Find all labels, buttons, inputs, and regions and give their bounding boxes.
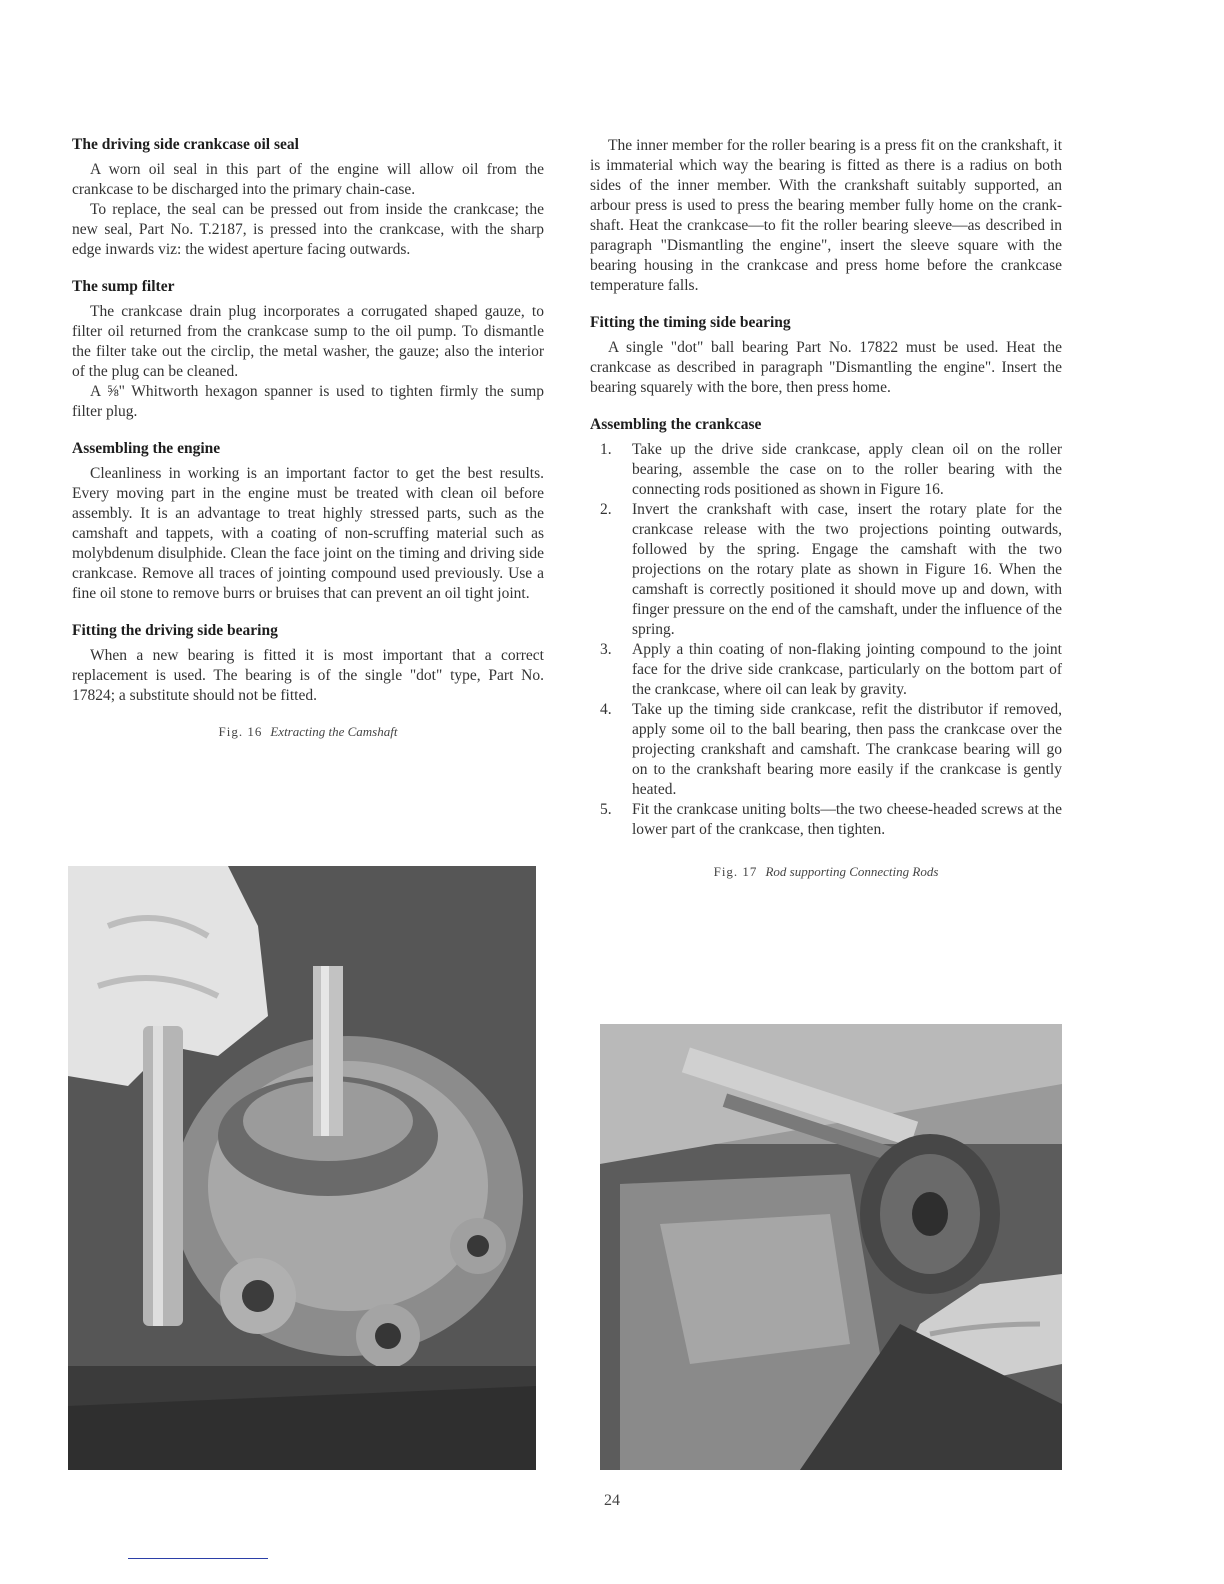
- section-oil-seal: [72, 136, 544, 260]
- paragraph: The crankcase drain plug incorporates a corrugated shaped gauze, to filter oil returned from the crankcase sump to the oil pump. To dismantle the filter take out the circlip, the metal washer, the gauze; also the interior of the plug can be cleaned.: [72, 303, 544, 380]
- figure-16-caption: [72, 724, 544, 740]
- figure-label: Fig. 17: [713, 864, 758, 879]
- list-item-text: Take up the timing side crankcase, refit the distributor if removed, apply some oil to the ball bearing, then pass the crankcase over the projecting crankshaft and camshaft. The crankcase bearing will go on to the crankshaft bearing more easily if the crankcase is gently heated.: [632, 701, 1062, 798]
- list-item-number: 4.: [600, 701, 612, 718]
- left-column: [72, 136, 544, 758]
- footer-rule: [128, 1558, 268, 1559]
- list-item: [590, 500, 1062, 640]
- section-heading: The sump filter: [72, 278, 175, 295]
- section-roller-bearing: [590, 136, 1062, 296]
- list-item-number: 1.: [600, 441, 612, 458]
- section-timing-side-bearing: [590, 314, 1062, 398]
- list-item: [590, 700, 1062, 800]
- list-item-text: Apply a thin coating of non-flaking jointing compound to the joint face for the drive side crankcase, particularly on the bottom part of the crankcase, where oil can leak by gravity.: [632, 641, 1062, 698]
- list-item-text: Invert the crankshaft with case, insert the rotary plate for the crankcase release with the two projections pointing outwards, followed by the spring. Engage the camshaft with the two projections on the rotary plate as shown in Figure 16. When the camshaft is correctly positioned it should move up and down, with finger pressure on the end of the camshaft, under the influence of the spring.: [632, 501, 1062, 638]
- figure-title: Extracting the Camshaft: [270, 724, 398, 739]
- section-heading: Fitting the timing side bearing: [590, 314, 791, 331]
- paragraph: A ⅝" Whitworth hexagon spanner is used to tighten firmly the sump filter plug.: [72, 383, 544, 420]
- section-heading: Fitting the driving side bearing: [72, 622, 278, 639]
- section-heading: Assembling the crankcase: [590, 416, 762, 433]
- section-sump-filter: [72, 278, 544, 422]
- list-item: [590, 800, 1062, 840]
- list-item-text: Fit the crankcase uniting bolts—the two cheese-headed screws at the lower part of the crankcase, then tighten.: [632, 801, 1062, 838]
- section-heading: The driving side crankcase oil seal: [72, 136, 299, 153]
- assembly-steps-list: [590, 440, 1062, 840]
- paragraph: A single "dot" ball bearing Part No. 17822 must be used. Heat the crankcase as described in paragraph "Dismantling the engine". Insert the bearing squarely with the bore, then press home.: [590, 339, 1062, 396]
- list-item-number: 5.: [600, 801, 612, 818]
- list-item-number: 3.: [600, 641, 612, 658]
- section-assembling-crankcase: [590, 416, 1062, 840]
- right-column: [590, 136, 1062, 898]
- section-assembling-engine: [72, 440, 544, 604]
- paragraph: A worn oil seal in this part of the engine will allow oil from the crankcase to be discharged into the primary chain-case.: [72, 161, 544, 198]
- figure-label: Fig. 16: [218, 724, 263, 739]
- page-number: 24: [604, 1492, 620, 1509]
- section-driving-side-bearing: [72, 622, 544, 706]
- figure-16-photo: [68, 866, 536, 1470]
- section-heading: Assembling the engine: [72, 440, 221, 457]
- paragraph: When a new bearing is fitted it is most important that a correct replacement is used. The bearing is of the single "dot" type, Part No. 17824; a substitute should not be fitted.: [72, 647, 544, 704]
- list-item-number: 2.: [600, 501, 612, 518]
- list-item: [590, 440, 1062, 500]
- figure-17-caption: [590, 864, 1062, 880]
- figure-17-photo: [600, 1024, 1062, 1470]
- list-item-text: Take up the drive side crankcase, apply clean oil on the roller bearing, assemble the case on to the roller bearing with the connecting rods positioned as shown in Figure 16.: [632, 441, 1062, 498]
- paragraph: To replace, the seal can be pressed out from inside the crankcase; the new seal, Part No. T.2187, is pressed into the crankcase, with the sharp edge inwards viz: the widest aperture facing outwards.: [72, 201, 544, 258]
- paragraph: The inner member for the roller bearing is a press fit on the crankshaft, it is immaterial which way the bearing is fitted as there is a radius on both sides of the inner member. With the crankshaft suitably supported, an arbour press is used to press the bearing member fully home on the crank-shaft. Heat the crankcase—to fit the roller bearing sleeve—as described in paragraph "Dismantling the engine", insert the sleeve square with the bearing housing in the crankcase and press home before the crankcase temperature falls.: [590, 137, 1062, 294]
- list-item: [590, 640, 1062, 700]
- figure-title: Rod supporting Connecting Rods: [765, 864, 939, 879]
- paragraph: Cleanliness in working is an important factor to get the best results. Every moving part in the engine must be treated with clean oil before assembly. It is an advantage to treat highly stressed parts, such as the camshaft and tappets, with a coating of non-scruffing material such as molybdenum disulphide. Clean the face joint on the timing and driving side crankcase. Remove all traces of jointing compound used previously. Use a fine oil stone to remove burrs or bruises that can prevent an oil tight joint.: [72, 465, 544, 602]
